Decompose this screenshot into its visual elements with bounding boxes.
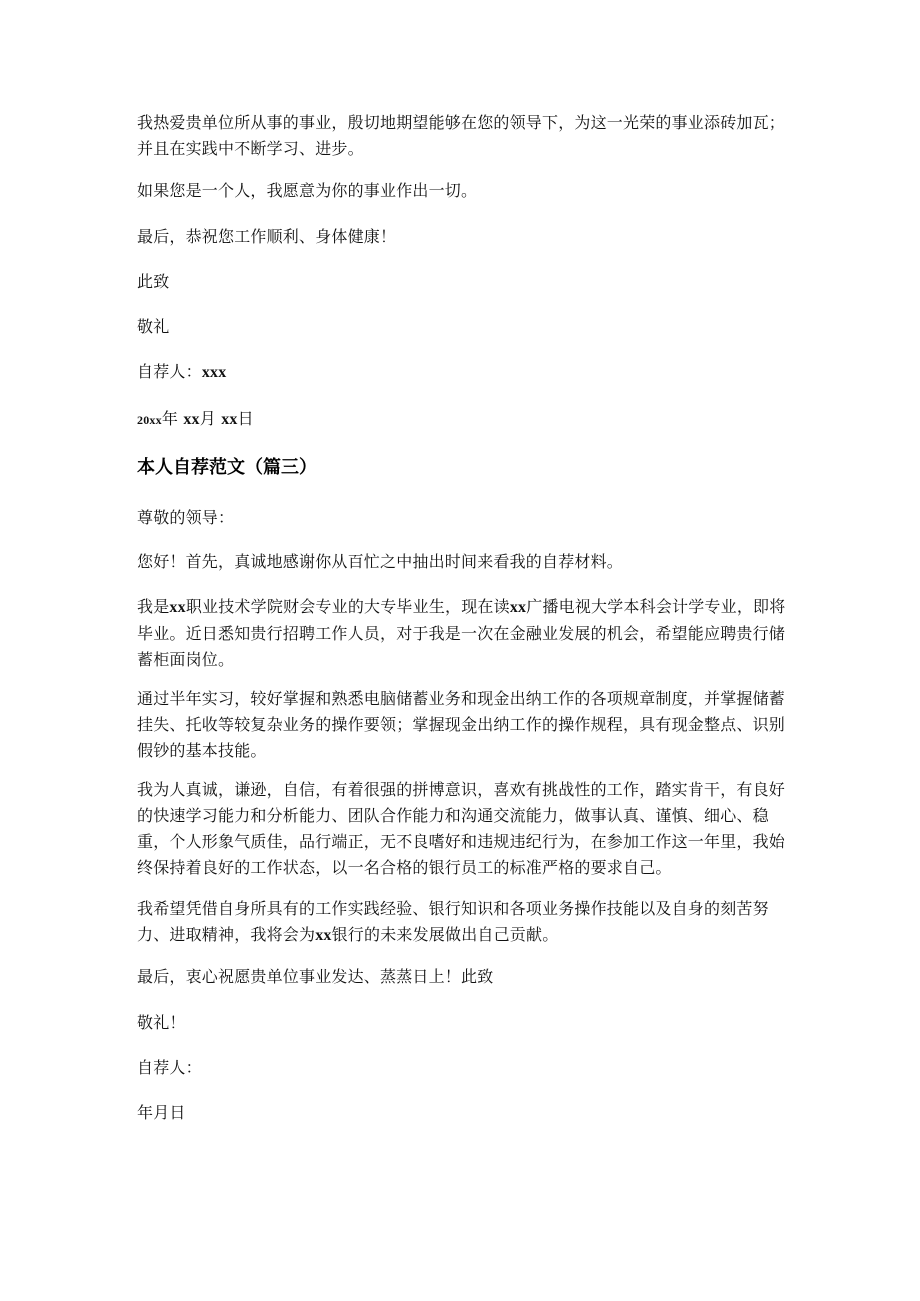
education-text-e: 广播电视大学本科会计学专业，即将毕业。近日悉知贵行招聘工作人员，对于我是一次在金融业发展的机会，希望能应聘贵行储蓄柜面岗位。 (137, 597, 786, 669)
salutation-jingli-2: 敬礼！ (137, 1013, 186, 1032)
education-text-b: xx (169, 599, 186, 616)
date-year-unit: 年 (161, 409, 179, 428)
paragraph-internship: 通过半年实习，较好掌握和熟悉电脑储蓄业务和现金出纳工作的各项规章制度，并掌握储蓄挂失、托收等较复杂业务的操作要领；掌握现金出纳工作的操作规程，具有现金整点、识别假钞的基本技能。 (137, 689, 786, 760)
paragraph-career-wish: 我热爱贵单位所从事的事业，殷切地期望能够在您的领导下，为这一光荣的事业添砖加瓦；并且在实践中不断学习、进步。 (137, 113, 786, 158)
date-day: xx (221, 411, 238, 428)
signature-label: 自荐人： (137, 362, 202, 381)
paragraph-personality: 我为人真诚，谦逊，自信，有着很强的拼博意识，喜欢有挑战性的工作，踏实肯干，有良好的快速学习能力和分析能力、团队合作能力和沟通交流能力，做事认真、谨慎、细心、稳重，个人形象气质佳，品行端正，无不良嗜好和违规违纪行为，在参加工作这一年里，我始终保持着良好的工作状态，以一名合格的银行员工的标准严格的要求自己。 (137, 780, 786, 877)
date-year: 20xx (137, 413, 162, 427)
date-month-unit: 月 (199, 409, 216, 428)
date-line (137, 406, 797, 433)
aspiration-text-c: 银行的未来发展做出自己贡献。 (331, 925, 559, 944)
education-text-c: 职业技术学院财会专业的大专毕业生，现在读 (185, 597, 510, 616)
paragraph-devotion: 如果您是一个人，我愿意为你的事业作出一切。 (137, 181, 478, 200)
signature-label-2: 自荐人： (137, 1058, 202, 1077)
date-line-2: 年月日 (137, 1103, 186, 1122)
date-month: xx (183, 411, 200, 428)
salutation-cizhi: 此致 (137, 272, 170, 291)
paragraph-education (137, 594, 797, 673)
date-day-unit: 日 (237, 409, 254, 428)
education-text-d: xx (509, 599, 527, 616)
signature-line (137, 359, 797, 386)
greeting-line: 尊敬的领导： (137, 508, 235, 527)
salutation-jingli: 敬礼 (137, 317, 170, 336)
paragraph-final-wish: 最后，衷心祝愿贵单位事业发达、蒸蒸日上！此致 (137, 967, 494, 986)
aspiration-text-b: xx (315, 927, 332, 944)
paragraph-closing-wish: 最后，恭祝您工作顺利、身体健康！ (137, 227, 397, 246)
education-text-a: 我是 (137, 597, 170, 616)
paragraph-thanks: 您好！首先，真诚地感谢你从百忙之中抽出时间来看我的自荐材料。 (137, 552, 624, 571)
paragraph-aspiration (137, 896, 797, 949)
aspiration-text-a: 我希望凭借自身所具有的工作实践经验、银行知识和各项业务操作技能以及自身的刻苦努力、进取精神，我将会为 (137, 899, 769, 944)
signature-name: xxx (201, 364, 227, 381)
section-title: 本人自荐范文（篇三） (137, 457, 317, 478)
